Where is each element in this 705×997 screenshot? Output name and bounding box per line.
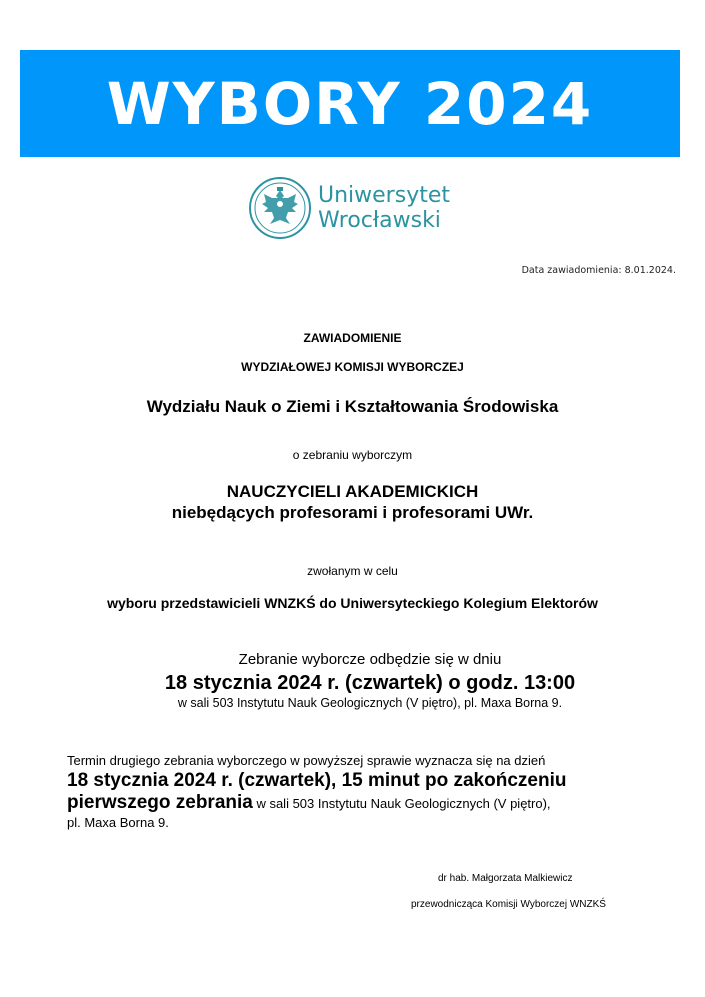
signatory-name: dr hab. Małgorzata Malkiewicz [438, 873, 573, 884]
second-meeting-address: pl. Maxa Borna 9. [67, 815, 169, 830]
voter-group-line-2: niebędących profesorami i profesorami UWr. [171, 503, 534, 522]
second-meeting-date: 18 stycznia 2024 r. (czwartek), 15 minut po zakończeniu [67, 770, 567, 791]
purpose-intro: zwołanym w celu [307, 564, 398, 578]
notice-heading: ZAWIADOMIENIE [303, 331, 402, 345]
voter-group-line-1: NAUCZYCIELI AKADEMICKICH [226, 482, 479, 501]
voter-group [0, 481, 705, 523]
meeting-place: w sali 503 Instytutu Nauk Geologicznych (V piętro), pl. Maxa Borna 9. [177, 696, 563, 710]
meeting-type: o zebraniu wyborczym [292, 448, 413, 462]
logo-wordmark [318, 183, 450, 233]
notice-date: Data zawiadomienia: 8.01.2024. [521, 265, 676, 276]
purpose-text: wyboru przedstawicieli WNZKŚ do Uniwersyteckiego Kolegium Elektorów [107, 595, 598, 611]
committee-heading: WYDZIAŁOWEJ KOMISJI WYBORCZEJ [241, 360, 464, 374]
second-meeting [67, 752, 627, 832]
eagle-crest-icon [248, 176, 312, 240]
second-meeting-intro: Termin drugiego zebrania wyborczego w powyższej sprawie wyznacza się na dzień [67, 753, 546, 768]
second-meeting-place: w sali 503 Instytutu Nauk Geologicznych (V piętro), [252, 796, 551, 811]
banner-title: WYBORY 2024 [106, 69, 594, 138]
title-banner [20, 50, 680, 157]
logo-line-2: Wrocławski [318, 208, 441, 233]
meeting-date-time: 18 stycznia 2024 r. (czwartek) o godz. 13:00 [164, 672, 576, 694]
logo-line-1: Uniwersytet [318, 183, 450, 208]
signatory-role: przewodnicząca Komisji Wyborczej WNZKŚ [411, 899, 606, 910]
meeting-intro: Zebranie wyborcze odbędzie się w dniu [238, 651, 502, 668]
second-meeting-date-cont: pierwszego zebrania [67, 792, 253, 813]
faculty-name: Wydziału Nauk o Ziemi i Kształtowania Środowiska [146, 397, 559, 416]
university-logo [248, 176, 450, 240]
